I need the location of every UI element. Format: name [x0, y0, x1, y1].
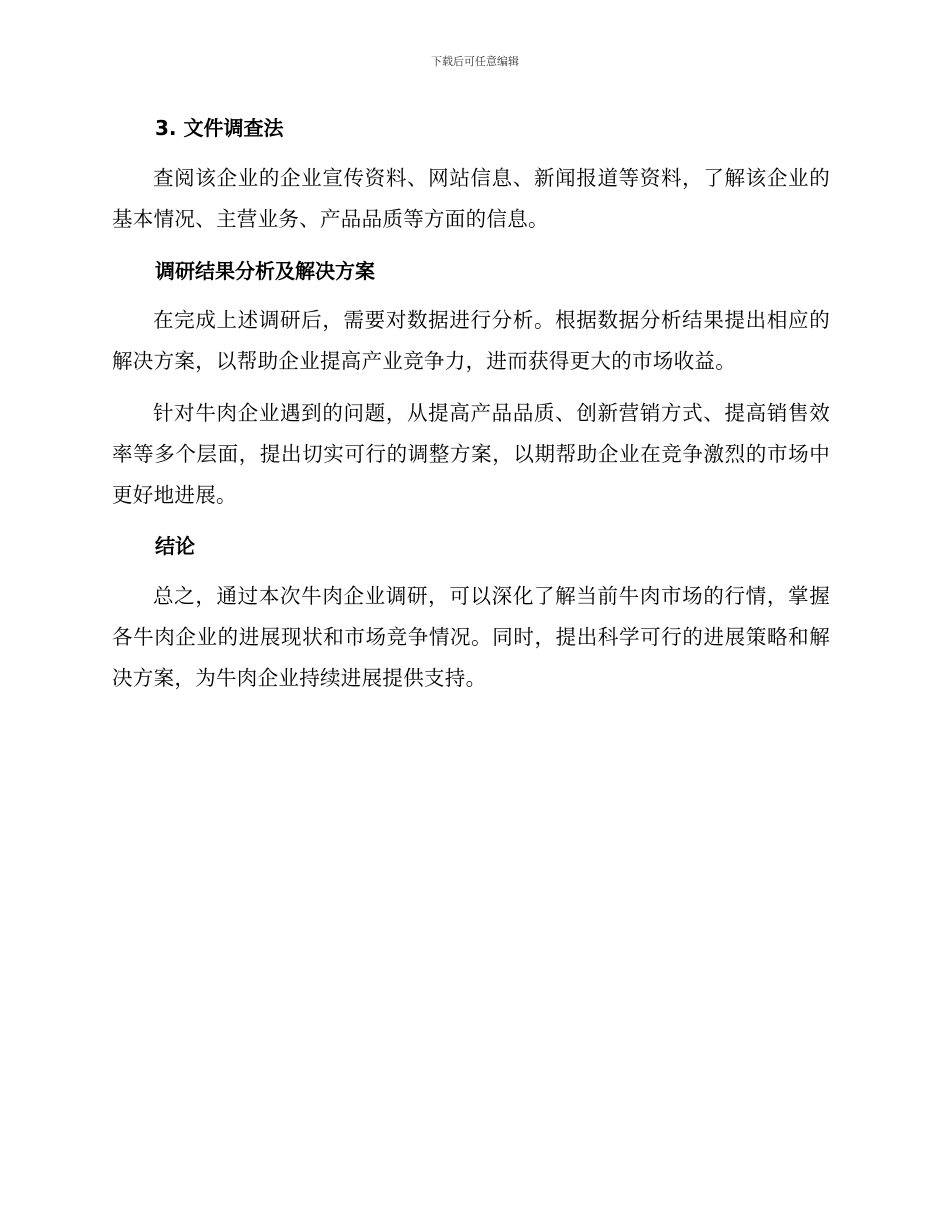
header-note: 下载后可任意编辑 [431, 55, 519, 68]
heading-file-investigation-method: 3. 文件调查法 [155, 116, 284, 140]
paragraph-analysis-2: 针对牛肉企业遇到的问题，从提高产品品质、创新营销方式、提高销售效率等多个层面，提出切实可行的调整方案，以期帮助企业在竞争激烈的市场中更好地进展。 [112, 401, 830, 507]
paragraph-file-investigation: 查阅该企业的企业宣传资料、网站信息、新闻报道等资料，了解该企业的基本情况、主营业务、产品品质等方面的信息。 [112, 166, 830, 231]
heading-conclusion: 结论 [155, 534, 195, 558]
heading-analysis-and-solutions: 调研结果分析及解决方案 [155, 259, 375, 283]
document-body [112, 108, 830, 709]
paragraph-analysis-1: 在完成上述调研后，需要对数据进行分析。根据数据分析结果提出相应的解决方案，以帮助企业提高产业竞争力，进而获得更大的市场收益。 [112, 308, 830, 373]
paragraph-conclusion: 总之，通过本次牛肉企业调研，可以深化了解当前牛肉市场的行情，掌握各牛肉企业的进展现状和市场竞争情况。同时，提出科学可行的进展策略和解决方案，为牛肉企业持续进展提供支持。 [112, 584, 830, 690]
